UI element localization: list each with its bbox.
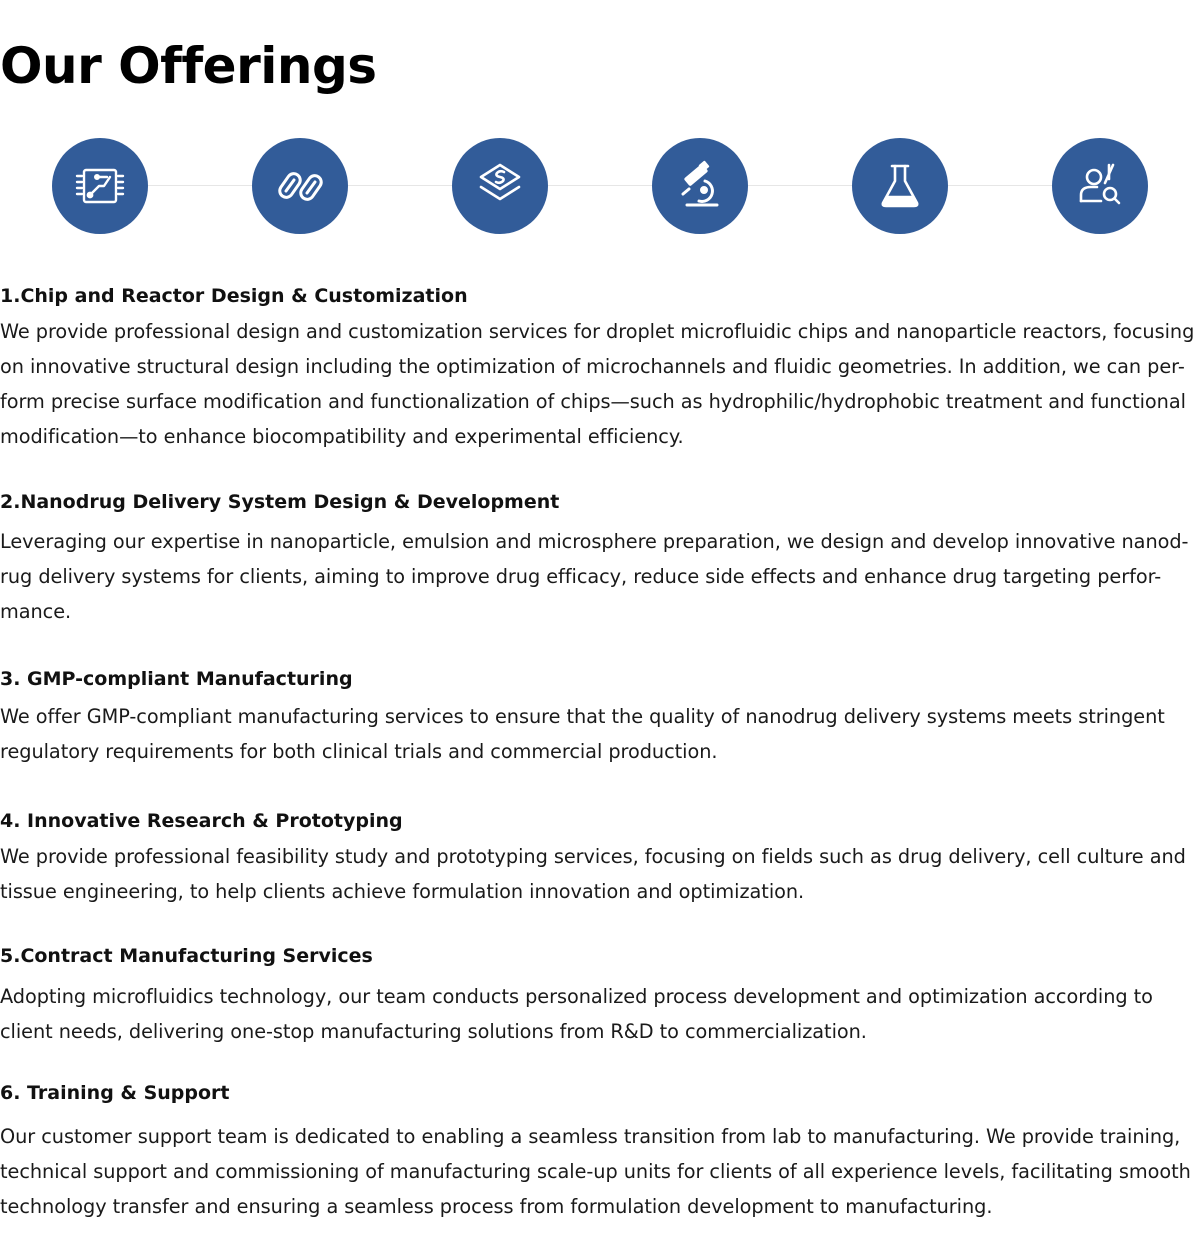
section-body: Leveraging our expertise in nanoparticle, emulsion and microsphere preparation, we design and develop innovative nanod-rug delivery systems for clients, aiming to improve drug efficacy, reduce side effects and enhance drug targeting perfor-mance.: [0, 530, 1189, 623]
section-body: We provide professional design and customization services for droplet microfluidic chips and nanoparticle reactors, focusing on innovative structural design including the optimization of microchannels and fluidic geometries. In addition, we can per-form precise surface modification and functionalization of chips—such as hydrophilic/hydrophobic treatment and functional modification—to enhance biocompatibility and experimental efficiency.: [0, 320, 1195, 448]
section-heading: 2.Nanodrug Delivery System Design & Development: [0, 491, 560, 513]
page-title: Our Offerings: [0, 37, 377, 95]
section-body: Adopting microfluidics technology, our team conducts personalized process development and optimization according to client needs, delivering one-stop manufacturing solutions from R&D to commercialization.: [0, 985, 1153, 1043]
offering-training-support: [0, 1080, 1196, 1224]
offering-contract-manufacturing: [0, 943, 1196, 1049]
section-body: We offer GMP-compliant manufacturing services to ensure that the quality of nanodrug delivery systems meets stringent regulatory requirements for both clinical trials and commercial production.: [0, 705, 1165, 763]
offering-chip-reactor-design: [0, 283, 1196, 454]
section-heading: 5.Contract Manufacturing Services: [0, 945, 373, 967]
offerings-icon-row: [52, 138, 1148, 234]
section-heading: 4. Innovative Research & Prototyping: [0, 810, 403, 832]
section-body: We provide professional feasibility study and prototyping services, focusing on fields such as drug delivery, cell culture and tissue engineering, to help clients achieve formulation innovation and optimization.: [0, 845, 1186, 903]
circuit-chip-icon: [52, 138, 148, 234]
section-body: Our customer support team is dedicated to enabling a seamless transition from lab to manufacturing. We provide training, technical support and commissioning of manufacturing scale-up units for clients of all experience levels, facilitating smooth technology transfer and ensuring a seamless process from formulation development to manufacturing.: [0, 1125, 1191, 1218]
flask-icon: [852, 138, 948, 234]
offering-gmp-manufacturing: [0, 666, 1196, 769]
person-search-icon: [1052, 138, 1148, 234]
section-heading: 3. GMP-compliant Manufacturing: [0, 668, 353, 690]
section-heading: 6. Training & Support: [0, 1082, 230, 1104]
offering-research-prototyping: [0, 808, 1196, 909]
offering-nanodrug-delivery: [0, 489, 1196, 629]
layers-icon: [452, 138, 548, 234]
microscope-icon: [652, 138, 748, 234]
section-heading: 1.Chip and Reactor Design & Customization: [0, 285, 468, 307]
capsule-pills-icon: [252, 138, 348, 234]
connector-line: [100, 185, 1100, 186]
